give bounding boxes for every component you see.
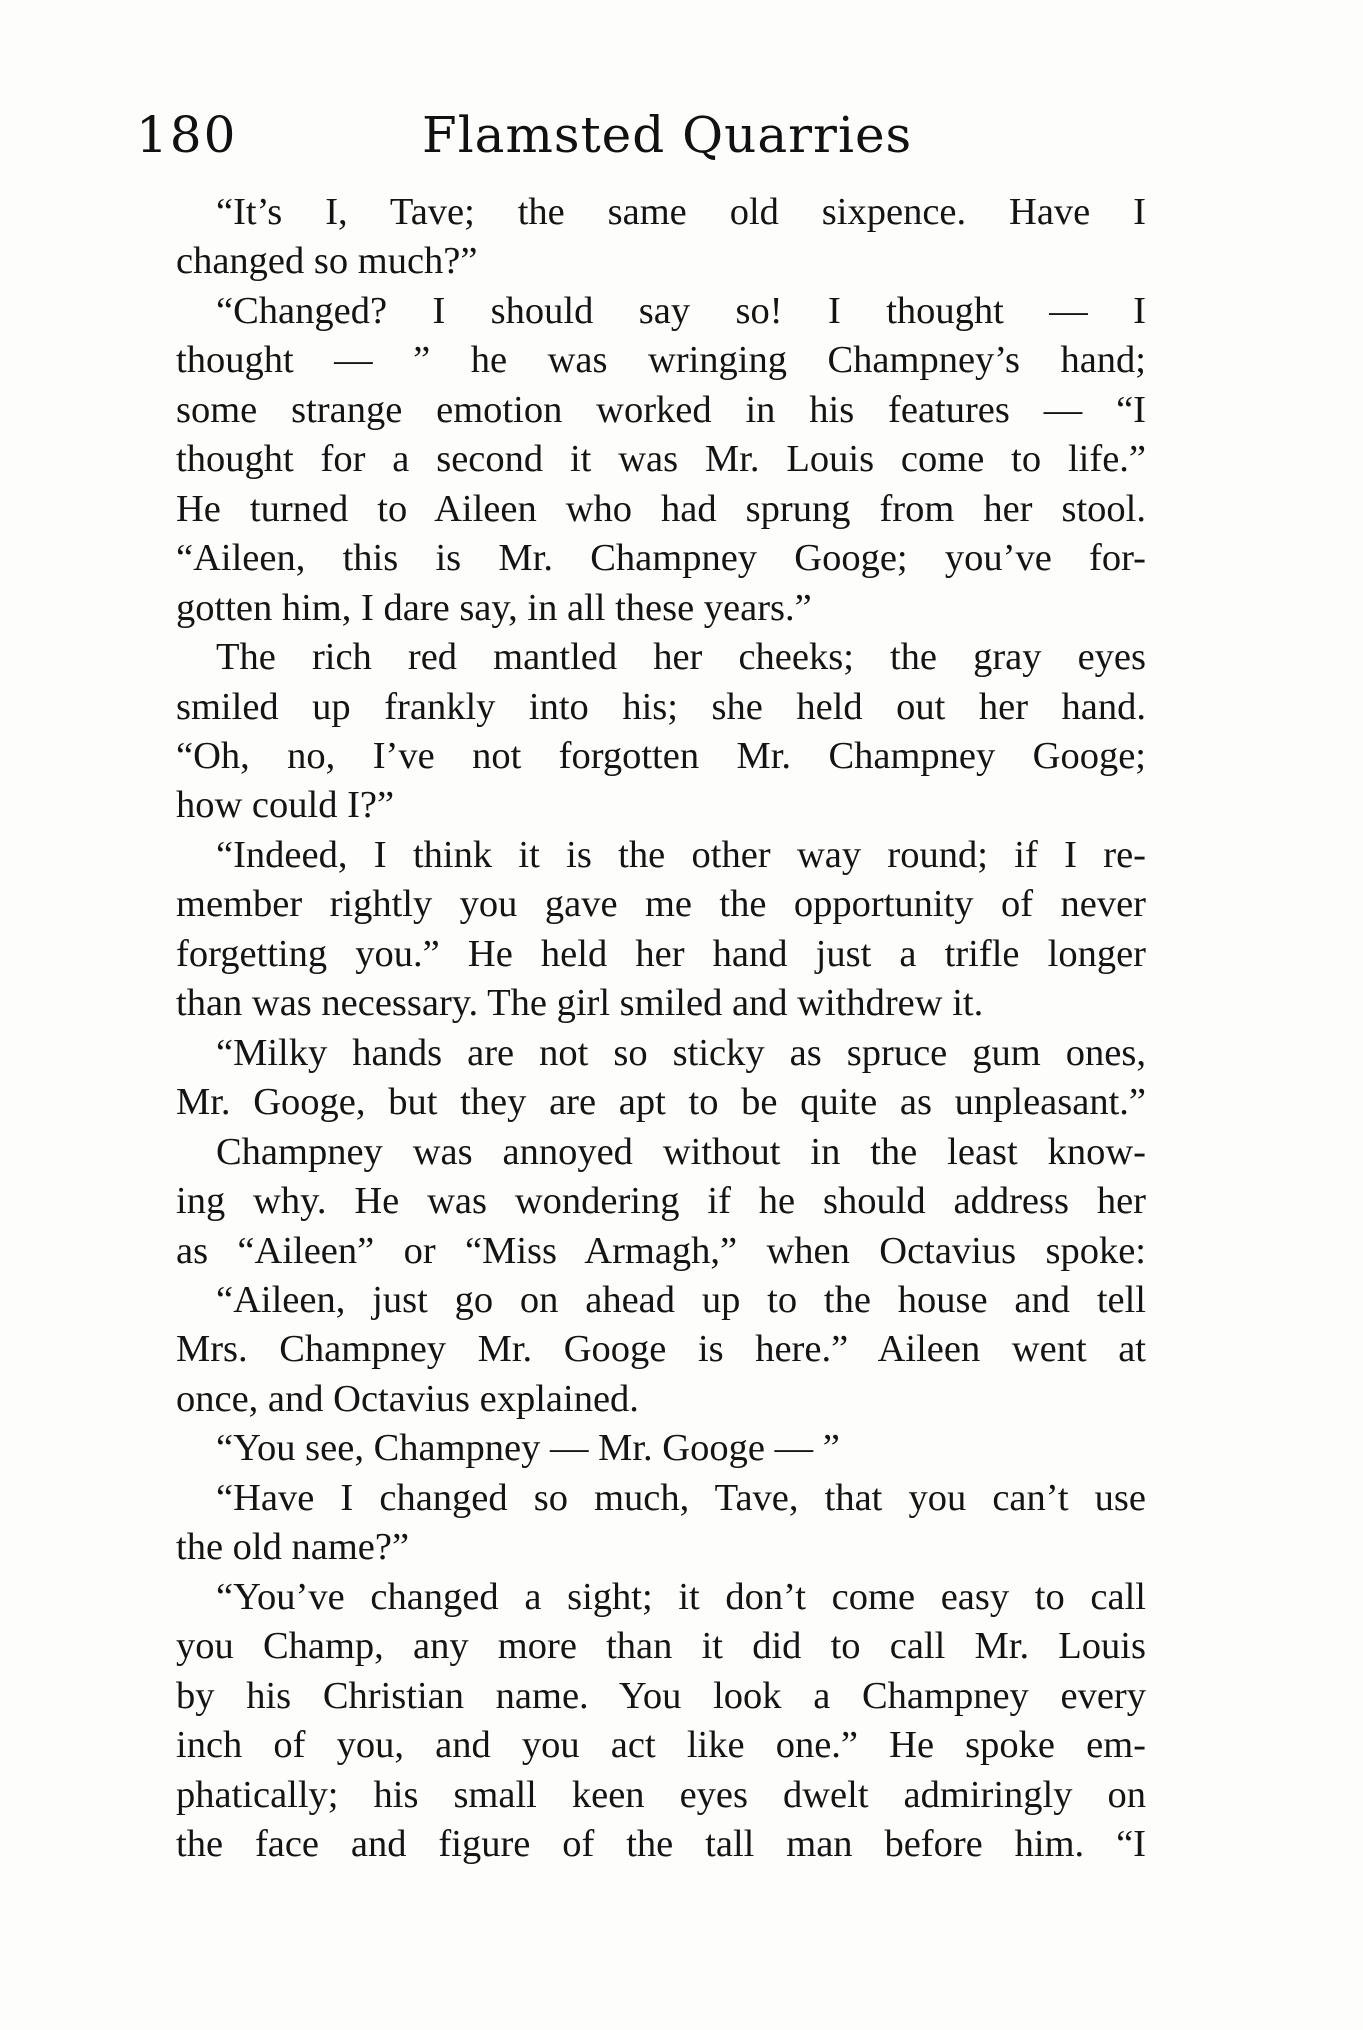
text-line: “Aileen, just go on ahead up to the house and tell [216,1278,1146,1321]
paragraph [136,1474,1146,1573]
text-line: “It’s I, Tave; the same old sixpence. Have I [216,191,1146,233]
text-line: the old name?” [176,1526,410,1569]
text-line: you Champ, any more than it did to call Mr. Louis [176,1625,1146,1668]
text-line: member rightly you gave me the opportunity of never [176,883,1146,926]
text-line: “Changed? I should say so! I thought — I [216,289,1146,332]
text-line: “Have I changed so much, Tave, that you can’t use [216,1476,1146,1519]
text-line: “You see, Champney — Mr. Googe — ” [216,1427,840,1470]
text-line: “Aileen, this is Mr. Champney Googe; you’ve for- [176,537,1146,580]
text-line: as “Aileen” or “Miss Armagh,” when Octavius spoke: [176,1229,1146,1272]
paragraph [136,287,1146,633]
text-line: thought for a second it was Mr. Louis come to life.” [176,438,1146,481]
text-line: the face and figure of the tall man before him. “I [176,1822,1146,1865]
text-line: smiled up frankly into his; she held out her hand. [176,685,1146,728]
text-line: than was necessary. The girl smiled and withdrew it. [176,982,984,1025]
text-line: Mr. Googe, but they are apt to be quite as unpleasant.” [176,1081,1146,1124]
text-line: Mrs. Champney Mr. Googe is here.” Aileen went at [176,1328,1146,1371]
paragraph [136,188,1146,287]
text-line: phatically; his small keen eyes dwelt admiringly on [176,1773,1146,1816]
paragraph [136,1029,1146,1128]
paragraph [136,633,1146,831]
page-number: 180 [136,106,238,164]
book-title: Flamsted Quarries [422,106,913,164]
paragraph [136,831,1146,1029]
text-line: by his Christian name. You look a Champney every [176,1674,1146,1717]
paragraph [136,1276,1146,1424]
text-line: some strange emotion worked in his features — “I [176,388,1146,431]
running-head [136,100,1146,170]
text-line: gotten him, I dare say, in all these years.” [176,586,812,629]
text-line: forgetting you.” He held her hand just a trifle longer [176,932,1146,975]
text-line: Champney was annoyed without in the least know- [216,1130,1146,1173]
text-line: “Indeed, I think it is the other way round; if I re- [216,833,1146,876]
body-text [136,188,1146,1869]
text-line: “Milky hands are not so sticky as spruce gum ones, [216,1031,1146,1074]
text-line: ing why. He was wondering if he should address her [176,1180,1146,1223]
text-line: once, and Octavius explained. [176,1377,639,1420]
text-line: inch of you, and you act like one.” He spoke em- [176,1724,1146,1767]
text-line: “Oh, no, I’ve not forgotten Mr. Champney Googe; [176,734,1146,777]
paragraph [136,1424,1146,1473]
text-line: He turned to Aileen who had sprung from her stool. [176,487,1146,530]
text-line: how could I?” [176,784,395,827]
text-line: “You’ve changed a sight; it don’t come easy to call [216,1575,1146,1618]
text-line: The rich red mantled her cheeks; the gray eyes [216,636,1146,679]
text-line: changed so much?” [176,240,478,283]
text-line: thought — ” he was wringing Champney’s hand; [176,339,1146,382]
paragraph [136,1573,1146,1870]
paragraph [136,1128,1146,1276]
